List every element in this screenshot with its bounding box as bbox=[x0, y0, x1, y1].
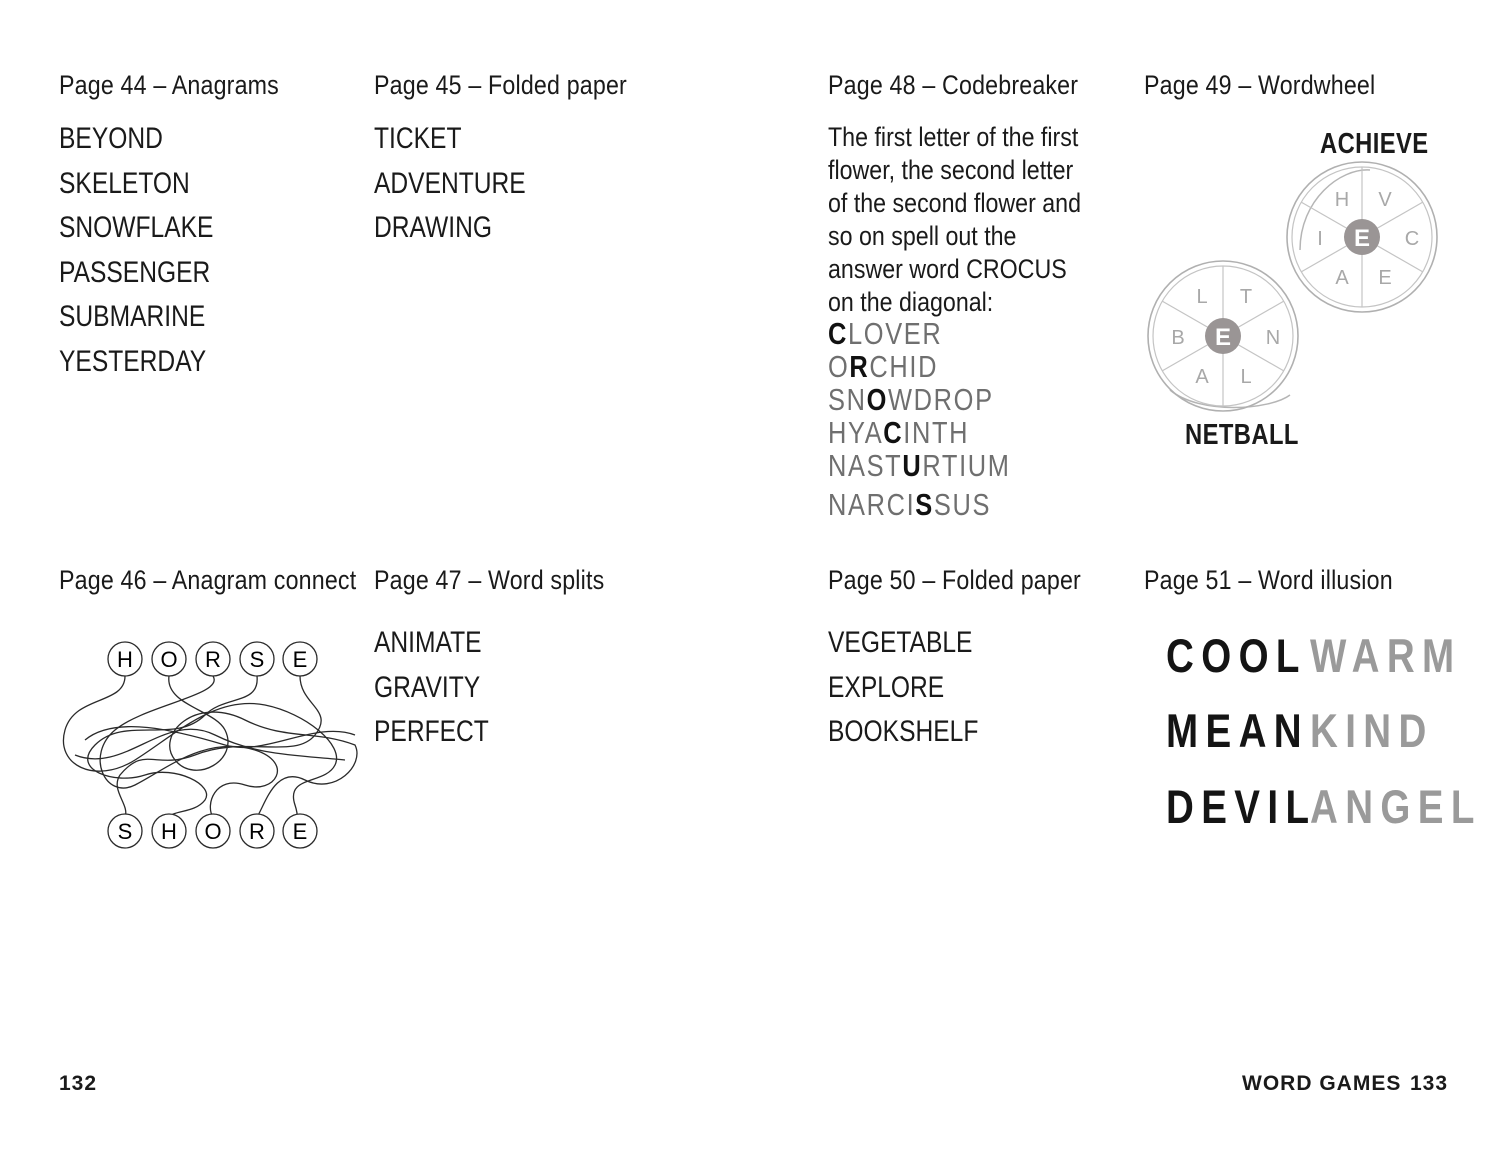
list-item: PASSENGER bbox=[59, 255, 211, 289]
page50-answer-list bbox=[828, 621, 1011, 755]
wheel-letter: E bbox=[1378, 267, 1392, 289]
highlight-letter: O bbox=[866, 382, 889, 417]
list-item: ANIMATE bbox=[374, 626, 482, 659]
wordwheel-answer-netball: NETBALL bbox=[1185, 419, 1299, 451]
wheel-letter: N bbox=[1265, 327, 1281, 349]
codebreaker-explanation: The first letter of the first flower, the second letter of the second flower and so on spell out the answer word CROCUS on the diagonal: bbox=[828, 122, 1082, 317]
page47-heading: Page 47 – Word splits bbox=[374, 565, 605, 595]
wheel-centre-letter: E bbox=[1214, 324, 1232, 351]
wordwheel-2 bbox=[1148, 261, 1298, 411]
wheel-letter: C bbox=[1404, 228, 1420, 250]
circle-letter: E bbox=[292, 819, 308, 844]
illusion-word-dark: COOL bbox=[1166, 629, 1307, 682]
wordwheel-1 bbox=[1287, 162, 1437, 312]
illusion-word-dark: MEAN bbox=[1166, 704, 1310, 757]
wordwheel-diagram bbox=[1140, 160, 1450, 415]
illusion-word-light: KIND bbox=[1310, 704, 1434, 757]
bottom-letter-circles bbox=[108, 814, 317, 848]
list-item: TICKET bbox=[374, 122, 462, 155]
top-letter-circles bbox=[108, 642, 317, 676]
section-title: WORD GAMES bbox=[1242, 1072, 1402, 1095]
page44-heading: Page 44 – Anagrams bbox=[59, 70, 279, 100]
circle-letter: H bbox=[161, 819, 177, 844]
wordwheel-answer-achieve: ACHIEVE bbox=[1320, 128, 1429, 160]
wheel-letter: V bbox=[1378, 189, 1392, 211]
list-item: YESTERDAY bbox=[59, 344, 207, 378]
wheel-letter: L bbox=[1240, 366, 1252, 388]
page51-heading: Page 51 – Word illusion bbox=[1144, 565, 1393, 595]
list-item: DRAWING bbox=[374, 211, 492, 244]
highlight-letter: R bbox=[849, 349, 870, 384]
page47-answer-list bbox=[374, 621, 514, 755]
wheel-letter: H bbox=[1334, 189, 1350, 211]
page48-heading: Page 48 – Codebreaker bbox=[828, 70, 1079, 100]
circle-letter: R bbox=[205, 647, 221, 672]
circle-letter: O bbox=[204, 819, 222, 844]
wheel-centre-letter: E bbox=[1353, 225, 1371, 252]
highlight-letter: U bbox=[902, 448, 923, 483]
list-item: PERFECT bbox=[374, 715, 489, 748]
list-item: EXPLORE bbox=[828, 670, 945, 704]
anagram-connect-diagram bbox=[55, 635, 365, 860]
page46-heading: Page 46 – Anagram connect bbox=[59, 565, 357, 595]
flower-word: ORCHID bbox=[828, 349, 939, 384]
circle-letter: S bbox=[117, 819, 133, 844]
flower-word: NARCISSUS bbox=[828, 487, 992, 522]
page45-answer-list bbox=[374, 117, 559, 251]
illusion-word-light: ANGEL bbox=[1310, 780, 1482, 833]
page49-heading: Page 49 – Wordwheel bbox=[1144, 70, 1376, 100]
wheel-letter: A bbox=[1335, 267, 1349, 289]
highlight-letter: C bbox=[883, 415, 904, 450]
wheel-letter: T bbox=[1239, 286, 1253, 308]
highlight-letter: S bbox=[915, 487, 934, 522]
page45-heading: Page 45 – Folded paper bbox=[374, 70, 627, 100]
circle-letter: H bbox=[117, 647, 133, 672]
illusion-word-light: WARM bbox=[1310, 629, 1462, 682]
circle-letter: R bbox=[249, 819, 265, 844]
list-item: BOOKSHELF bbox=[828, 715, 979, 748]
wheel-letter: B bbox=[1171, 327, 1185, 349]
list-item: BEYOND bbox=[59, 122, 163, 155]
wheel-letter: L bbox=[1196, 286, 1208, 308]
flower-list bbox=[828, 317, 1051, 521]
list-item: GRAVITY bbox=[374, 670, 481, 704]
page50-heading: Page 50 – Folded paper bbox=[828, 565, 1081, 595]
flower-word: SNOWDROP bbox=[828, 382, 994, 417]
flower-word: NASTURTIUM bbox=[828, 448, 1011, 483]
left-page-number: 132 bbox=[59, 1072, 98, 1095]
list-item: ADVENTURE bbox=[374, 166, 526, 200]
wheel-letter: I bbox=[1317, 228, 1323, 250]
list-item: SNOWFLAKE bbox=[59, 211, 214, 244]
flower-word: CLOVER bbox=[828, 316, 943, 351]
list-item: SUBMARINE bbox=[59, 300, 206, 333]
flower-word: HYACINTH bbox=[828, 415, 970, 450]
right-page-number: 133 bbox=[1410, 1072, 1449, 1095]
page44-answer-list bbox=[59, 117, 247, 384]
circle-letter: E bbox=[292, 647, 308, 672]
circle-letter: S bbox=[249, 647, 265, 672]
wheel-letter: A bbox=[1195, 366, 1209, 388]
highlight-letter: C bbox=[828, 316, 849, 351]
circle-letter: O bbox=[160, 647, 178, 672]
tangled-lines bbox=[63, 676, 357, 821]
illusion-word-dark: DEVIL bbox=[1166, 780, 1317, 833]
list-item: SKELETON bbox=[59, 166, 190, 200]
list-item: VEGETABLE bbox=[828, 626, 973, 659]
